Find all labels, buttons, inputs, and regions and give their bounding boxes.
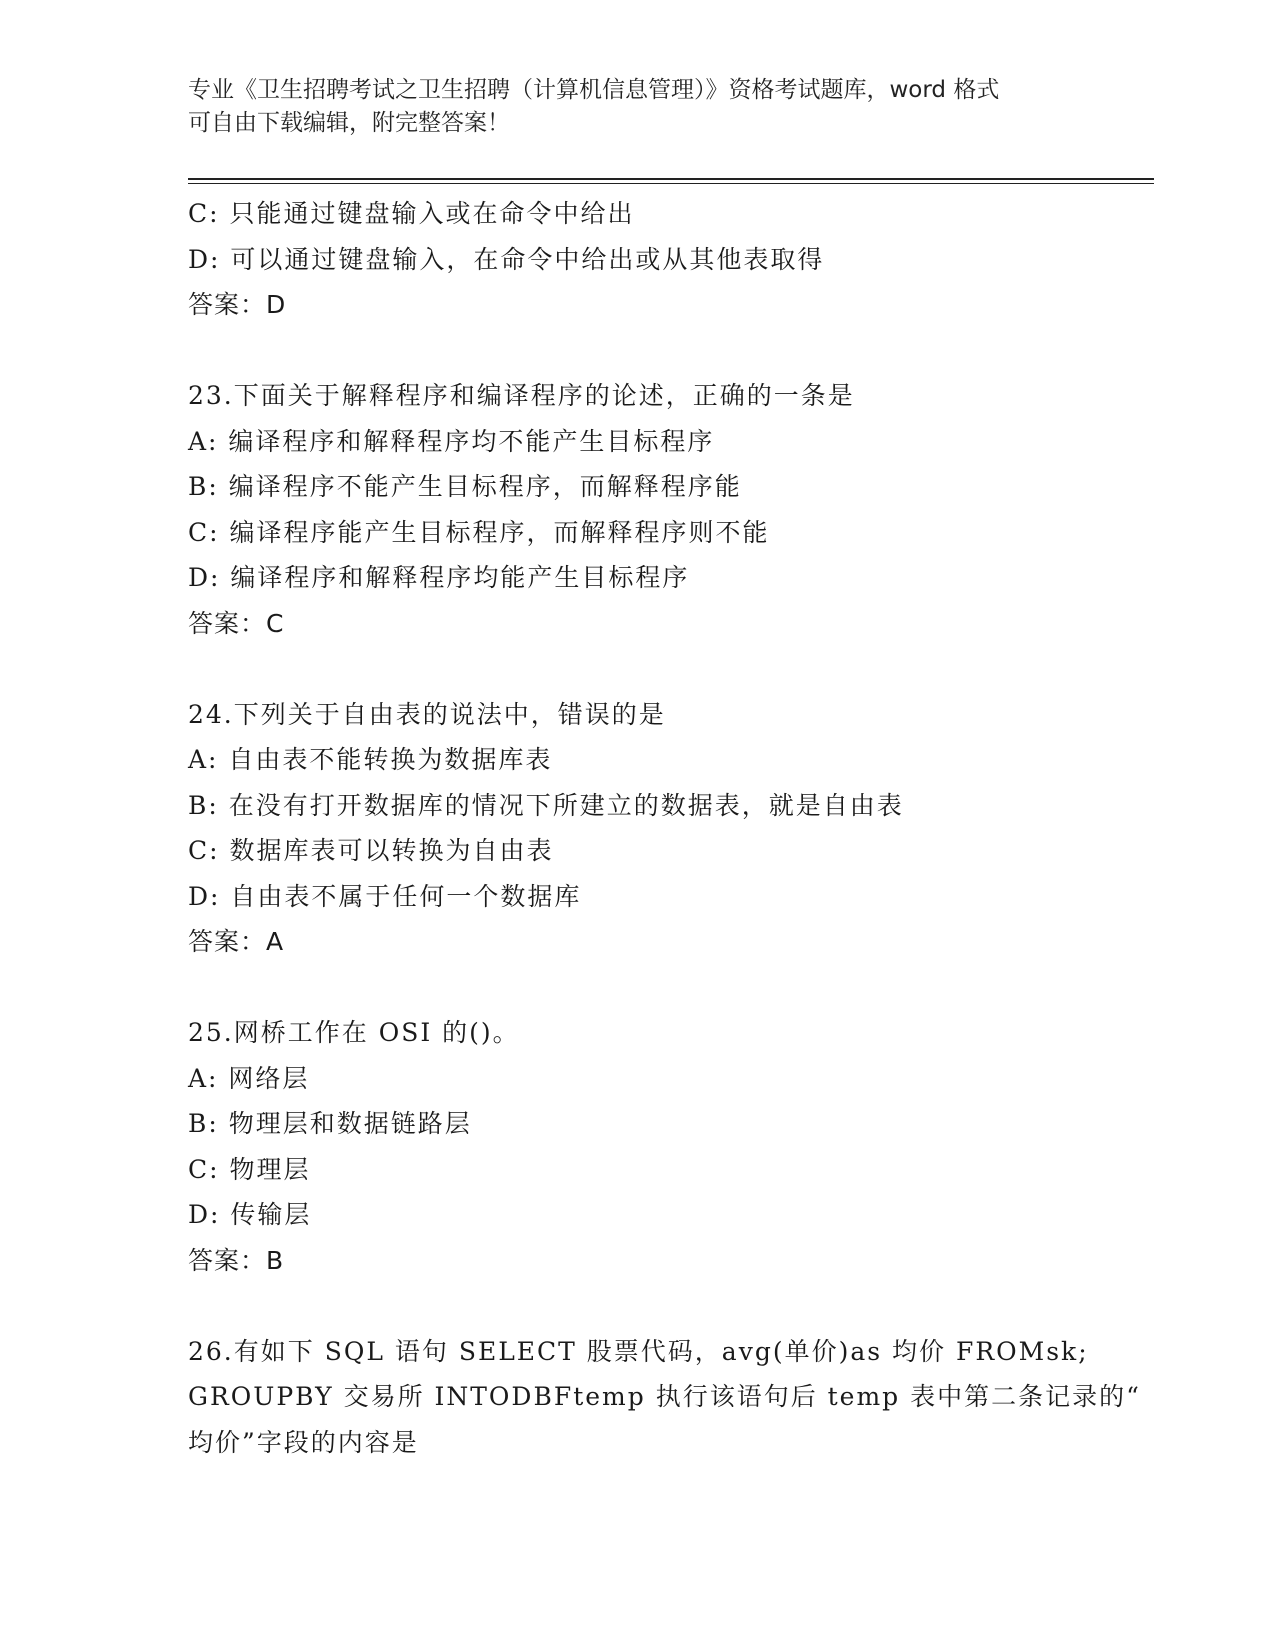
header-divider-thick xyxy=(188,178,1154,180)
question-text: 24.下列关于自由表的说法中，错误的是 xyxy=(188,699,666,729)
option-c: C: 物理层 xyxy=(188,1154,311,1184)
question-text-line-3: 均价”字段的内容是 xyxy=(188,1427,419,1457)
spacer xyxy=(188,965,1148,1011)
spacer xyxy=(188,1283,1148,1329)
question-23 xyxy=(188,373,1148,646)
question-text: 23.下面关于解释程序和编译程序的论述，正确的一条是 xyxy=(188,381,855,410)
option-d: D: 传输层 xyxy=(188,1200,312,1229)
answer: 答案：B xyxy=(188,1245,285,1275)
option-d: D: 自由表不属于任何一个数据库 xyxy=(188,881,582,911)
option-b: B: 物理层和数据链路层 xyxy=(188,1109,472,1138)
header-divider-thin xyxy=(188,183,1154,184)
answer: 答案：D xyxy=(188,290,287,319)
spacer xyxy=(188,328,1148,374)
header-line-2: 可自由下载编辑，附完整答案！ xyxy=(188,110,510,136)
document-header xyxy=(188,74,1088,140)
answer: 答案：A xyxy=(188,927,285,956)
header-line-1: 专业《卫生招聘考试之卫生招聘（计算机信息管理）》资格考试题库，word 格式 xyxy=(188,77,1000,103)
option-a: A: 自由表不能转换为数据库表 xyxy=(188,745,553,774)
question-22-tail xyxy=(188,191,1148,328)
question-24 xyxy=(188,692,1148,965)
answer: 答案：C xyxy=(188,608,285,638)
question-text: 25.网桥工作在 OSI 的()。 xyxy=(188,1018,520,1047)
option-b: B: 在没有打开数据库的情况下所建立的数据表，就是自由表 xyxy=(188,790,904,820)
question-26 xyxy=(188,1329,1148,1466)
question-25 xyxy=(188,1010,1148,1283)
option-a: A: 编译程序和解释程序均不能产生目标程序 xyxy=(188,426,715,456)
question-text-line-2: GROUPBY 交易所 INTODBFtemp 执行该语句后 temp 表中第二条记录的“ xyxy=(188,1382,1141,1411)
question-list xyxy=(188,191,1148,1465)
option-c: C: 只能通过键盘输入或在命令中给出 xyxy=(188,199,635,228)
spacer xyxy=(188,646,1148,692)
option-b: B: 编译程序不能产生目标程序，而解释程序能 xyxy=(188,472,742,501)
option-a: A: 网络层 xyxy=(188,1063,310,1093)
option-d: D: 编译程序和解释程序均能产生目标程序 xyxy=(188,563,690,592)
option-d: D: 可以通过键盘输入，在命令中给出或从其他表取得 xyxy=(188,244,825,274)
question-text-line-1: 26.有如下 SQL 语句 SELECT 股票代码，avg(单价)as 均价 FROMsk; xyxy=(188,1336,1089,1366)
option-c: C: 数据库表可以转换为自由表 xyxy=(188,836,554,865)
option-c: C: 编译程序能产生目标程序，而解释程序则不能 xyxy=(188,517,770,547)
